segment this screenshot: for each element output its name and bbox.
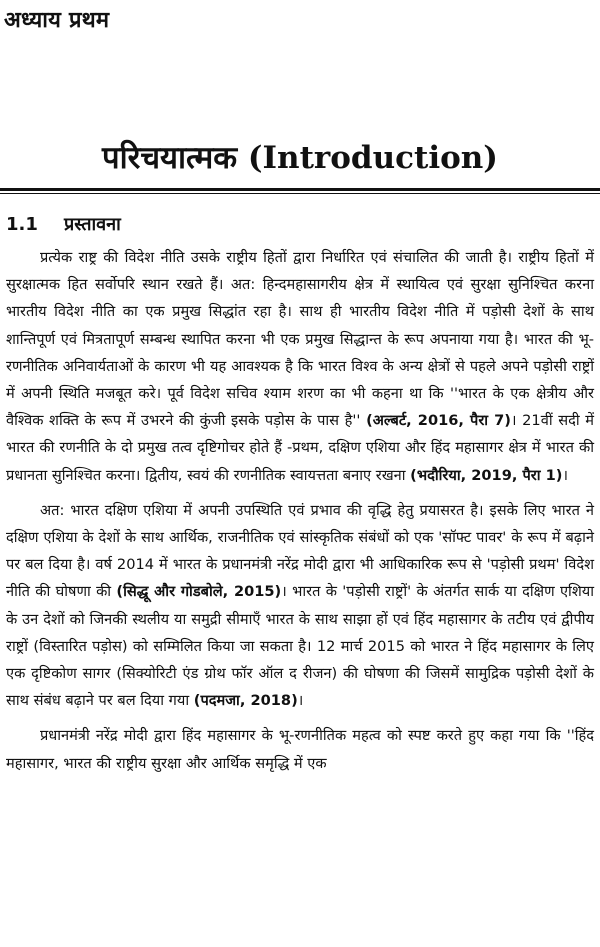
title-rule-thin [0,193,600,194]
section-heading [6,212,121,236]
section-number: 1.1 [6,214,38,235]
paragraph-2 [6,497,594,715]
paragraph-3 [6,722,594,776]
paragraph-1 [6,244,594,489]
chapter-title: परिचयात्मक (Introduction) [102,140,498,176]
paragraph-text: प्रधानमंत्री नरेंद्र मोदी द्वारा हिंद महासागर के भू-रणनीतिक महत्व को स्पष्ट करते हुए कहा गया कि ''हिंद महासागर, भारत की राष्ट्रीय सुरक्षा और आर्थिक समृद्धि में एक [6,727,594,772]
paragraph-text: प्रत्येक राष्ट्र की विदेश नीति उसके राष्ट्रीय हितों द्वारा निर्धारित एवं संचालित की जाती है। राष्ट्रीय हितों में सुरक्षात्मक हित सर्वोपरि स्थान रखते हैं। अत: हिन्दमहासागरीय क्षेत्र में स्थायित्व एवं सुरक्षा सुनिश्चित करना भारतीय विदेश नीति का एक प्रमुख सिद्धांत रहा है। साथ ही भारतीय विदेश नीति में पड़ोसी देशों के साथ शान्तिपूर्ण एवं मित्रतापूर्ण सम्बन्ध स्थापित करना भी एक प्रमुख सिद्धान्त के रूप अपनाया गया है। भारत की भू-रणनीतिक अनिवार्यताओं के कारण भी यह आवश्यक है कि भारत विश्व के अन्य क्षेत्रों से पहले अपने पड़ोसी राष्ट्रों में अपनी स्थिति मजबूत करे। पूर्व विदेश सचिव श्याम शरण का भी कहना था कि ''भारत के एक क्षेत्रीय और वैश्विक शक्ति के रूप में उभरने की कुंजी इसके पड़ोस के पास है'' [6,249,594,430]
running-head: अध्याय प्रथम [4,8,110,33]
citation: (भदौरिया, 2019, पैरा 1) [410,466,563,484]
paragraph-text: । [562,466,568,484]
citation: (अल्बर्ट, 2016, पैरा 7) [366,412,511,430]
title-rule-thick [0,188,600,191]
citation: (पदमजा, 2018) [193,692,298,710]
paragraph-text: । [297,692,304,710]
body-text [6,244,594,785]
paragraph-text: । भारत के 'पड़ोसी राष्ट्रों' के अंतर्गत सार्क या दक्षिण एशिया के उन देशों को जिनकी स्थलीय या समुद्री सीमाएँ भारत के साथ साझा हों एवं हिंद महासागर के तटीय एवं द्वीपीय राष्ट्रों (विस्तारित पड़ोस) को सम्मिलित किया जा सकता है। 12 मार्च 2015 को भारत ने हिंद महासागर के लिए एक दृष्टिकोण सागर (सिक्योरिटी एंड ग्रोथ फॉर ऑल द रीजन) की घोषणा की जिसमें सामुद्रिक पड़ोसी देशों के साथ संबंध बढ़ाने पर बल दिया गया [6,583,594,710]
citation: (सिद्धू और गोडबोले, 2015) [116,583,282,601]
paragraph-text: । 21वीं सदी में भारत की रणनीति के दो प्रमुख तत्व दृष्टिगोचर होते हैं -प्रथम, दक्षिण एशिया और हिंद महासागर क्षेत्र में भारत की प्रधानता सुनिश्चित करना। द्वितीय, स्वयं की रणनीतिक स्वायत्तता बनाए रखना [6,412,594,484]
section-title: प्रस्तावना [64,214,121,235]
paragraph-text: अत: भारत दक्षिण एशिया में अपनी उपस्थिति एवं प्रभाव की वृद्धि हेतु प्रयासरत है। इसके लिए भारत ने दक्षिण एशिया के देशों के साथ आर्थिक, राजनीतिक एवं सांस्कृतिक संबंधों को एक 'सॉफ्ट पावर' के रूप में बढ़ाने पर बल दिया है। वर्ष 2014 में भारत के प्रधानमंत्री नरेंद्र मोदी द्वारा भी आधिकारिक रूप से 'पड़ोसी प्रथम' विदेश नीति की घोषणा की [6,501,594,601]
